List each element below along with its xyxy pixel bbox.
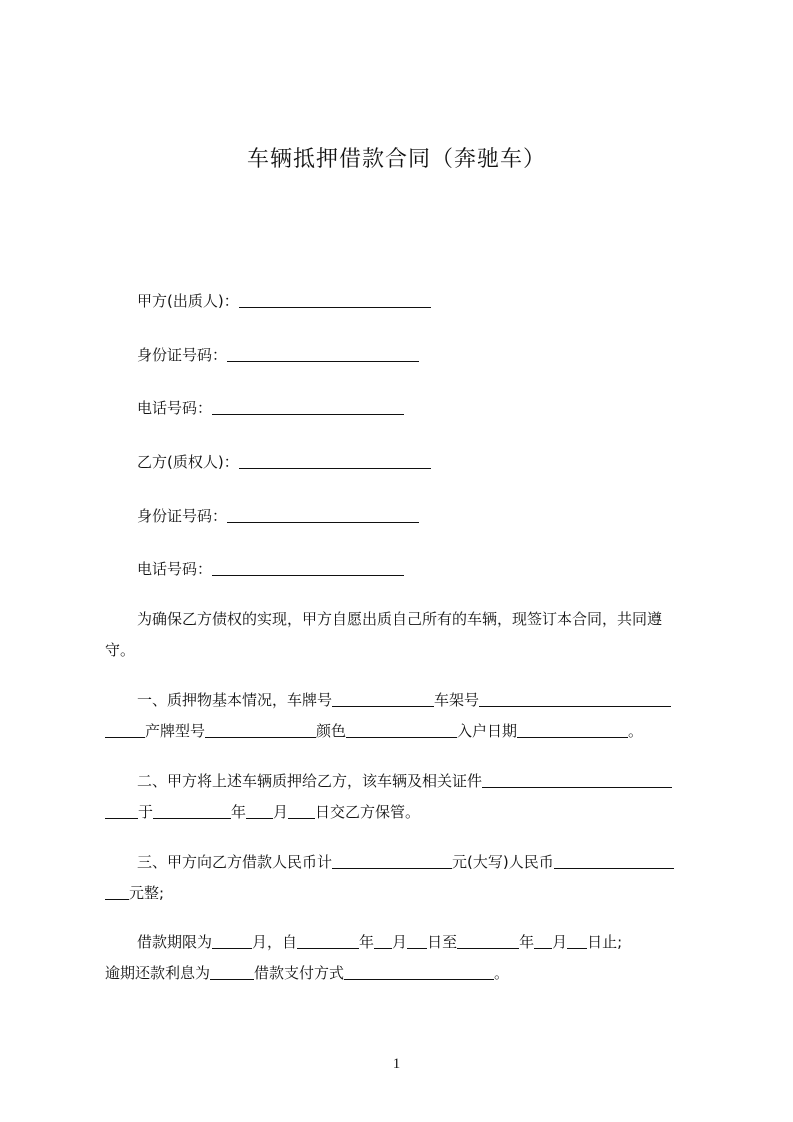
clause-1 <box>105 685 701 747</box>
documents-blank <box>482 772 672 788</box>
phone-b-label: 电话号码： <box>137 560 213 578</box>
frame-blank <box>479 691 671 707</box>
loan-term-line-2 <box>105 958 701 989</box>
amount-capital-blank <box>554 853 674 869</box>
model-blank <box>205 722 316 738</box>
loan-term-text-year-2: 年 <box>519 933 535 951</box>
intro-line-1: 为确保乙方债权的实现，甲方自愿出质自己所有的车辆，现签订本合同，共同遵 <box>137 610 663 628</box>
clause-2-text-on: 于 <box>138 803 154 821</box>
id-a-field <box>137 345 419 365</box>
loan-term-text-from: 月，自 <box>252 933 298 951</box>
start-month-blank <box>374 933 392 949</box>
start-year-blank <box>297 933 359 949</box>
id-b-label: 身份证号码： <box>137 507 228 525</box>
handover-month-blank <box>246 803 273 819</box>
amount-capital-blank-cont <box>105 884 129 900</box>
handover-year-blank <box>153 803 231 819</box>
party-a-field <box>137 291 431 311</box>
clause-2-line-2 <box>105 797 701 828</box>
clause-3-line-1 <box>105 847 701 878</box>
end-year-blank <box>457 933 519 949</box>
phone-a-blank <box>212 399 404 415</box>
intro-paragraph <box>105 604 701 666</box>
clause-3 <box>105 847 701 909</box>
phone-b-blank <box>212 560 404 576</box>
clause-1-text-date: 入户日期 <box>457 722 518 740</box>
clause-1-text-frame: 车架号 <box>434 691 480 709</box>
amount-blank <box>332 853 452 869</box>
clause-2-text-main: 二、甲方将上述车辆质押给乙方，该车辆及相关证件 <box>137 772 483 790</box>
loan-term-text-to: 日至 <box>427 933 458 951</box>
payment-method-blank <box>344 964 494 980</box>
loan-term-text-month-1: 月 <box>392 933 408 951</box>
clause-2-line-1 <box>105 766 701 797</box>
end-month-blank <box>534 933 552 949</box>
plate-blank <box>332 691 434 707</box>
id-a-label: 身份证号码： <box>137 346 228 364</box>
loan-term-text-payment: 借款支付方式 <box>254 964 345 982</box>
loan-term-text-overdue: 逾期还款利息为 <box>105 964 211 982</box>
phone-a-label: 电话号码： <box>137 399 213 417</box>
id-a-blank <box>227 346 419 362</box>
color-blank <box>346 722 457 738</box>
clause-3-text-yuan: 元整; <box>129 884 165 902</box>
frame-blank-cont <box>105 722 145 738</box>
phone-b-field <box>137 559 404 579</box>
clause-1-text-plate: 一、质押物基本情况，车牌号 <box>137 691 333 709</box>
loan-term-text-end: 日止; <box>587 933 623 951</box>
loan-term-line-1 <box>105 927 701 958</box>
start-day-blank <box>407 933 427 949</box>
clause-2 <box>105 766 701 828</box>
party-a-blank <box>239 292 431 308</box>
party-a-label: 甲方(出质人)： <box>137 292 239 310</box>
clause-3-text-capital: 元(大写)人民币 <box>452 853 554 871</box>
intro-line-2: 守。 <box>105 641 136 659</box>
clause-2-text-year: 年 <box>231 803 247 821</box>
clause-2-text-month: 月 <box>273 803 289 821</box>
overdue-interest-blank <box>210 964 254 980</box>
end-day-blank <box>567 933 587 949</box>
clause-3-text-amount: 三、甲方向乙方借款人民币计 <box>137 853 333 871</box>
clause-1-line-2 <box>105 716 701 747</box>
loan-term-text-month-2: 月 <box>552 933 568 951</box>
document-title: 车辆抵押借款合同（奔驰车） <box>246 147 546 172</box>
party-b-blank <box>239 453 431 469</box>
party-b-label: 乙方(质权人)： <box>137 453 239 471</box>
loan-term-paragraph <box>105 927 701 989</box>
party-b-field <box>137 452 431 472</box>
clause-1-text-model: 产牌型号 <box>145 722 206 740</box>
register-date-blank <box>517 722 628 738</box>
clause-1-text-color: 颜色 <box>316 722 347 740</box>
loan-term-period: 。 <box>494 964 510 982</box>
phone-a-field <box>137 398 404 418</box>
loan-term-text-year-1: 年 <box>359 933 375 951</box>
loan-term-text-period: 借款期限为 <box>137 933 213 951</box>
clause-2-text-day: 日交乙方保管。 <box>315 803 421 821</box>
id-b-field <box>137 506 419 526</box>
clause-1-line-1 <box>105 685 701 716</box>
clause-1-period: 。 <box>628 722 644 740</box>
page-number: 1 <box>392 1056 401 1072</box>
id-b-blank <box>227 507 419 523</box>
handover-day-blank <box>288 803 315 819</box>
documents-blank-cont <box>105 803 138 819</box>
clause-3-line-2 <box>105 878 701 909</box>
term-months-blank <box>212 933 252 949</box>
